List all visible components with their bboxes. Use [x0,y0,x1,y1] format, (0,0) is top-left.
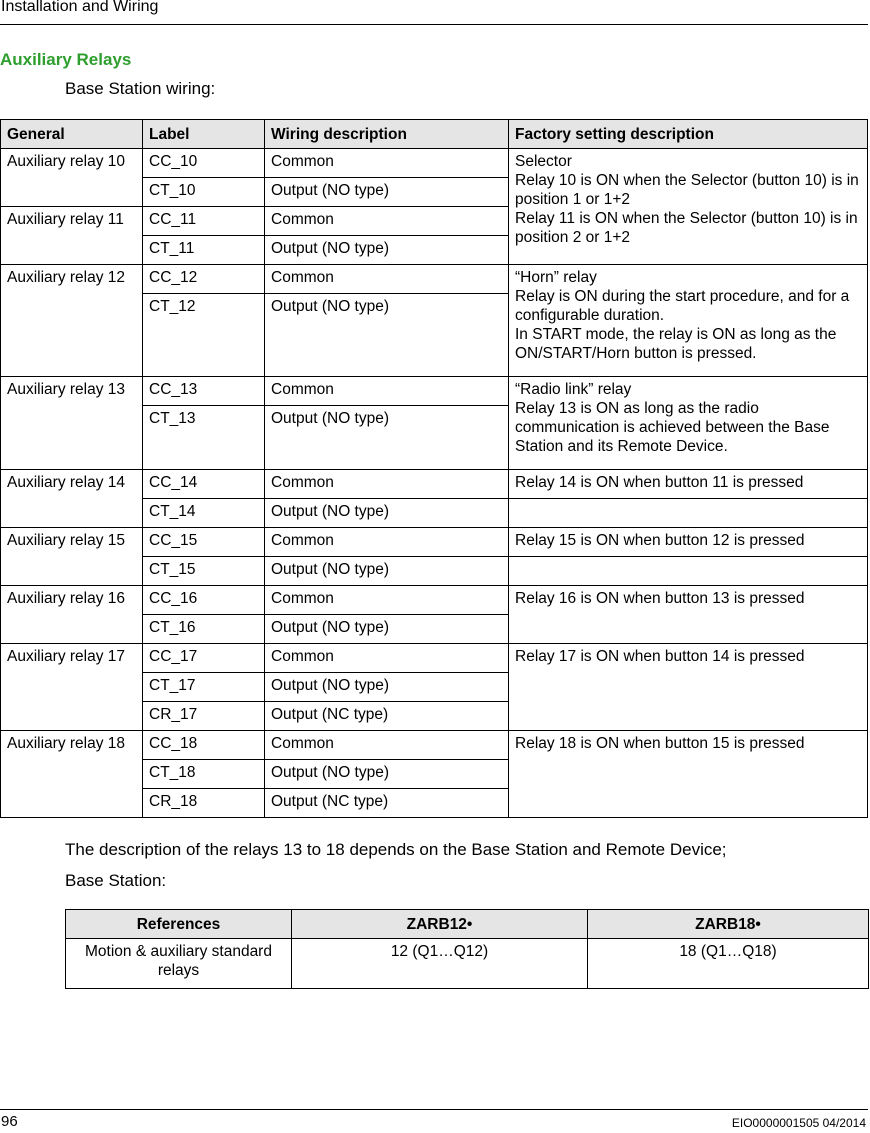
references-table [65,909,869,989]
column-header: General [1,120,143,149]
wiring-cell: Common [265,265,509,294]
label-cell: CC_18 [143,731,265,760]
label-cell: CT_12 [143,294,265,377]
factory-cell-empty [509,499,868,528]
label-cell: CT_18 [143,760,265,789]
label-cell: CT_16 [143,615,265,644]
factory-cell-selector [509,149,868,265]
general-cell: Auxiliary relay 12 [1,265,143,377]
label-cell: CT_15 [143,557,265,586]
factory-text: Relay 10 is ON when the Selector (button 10) is in position 1 or 1+2 [515,172,859,208]
factory-cell: Relay 15 is ON when button 12 is pressed [509,528,868,557]
factory-text: In START mode, the relay is ON as long as the ON/START/Horn button is pressed. [515,326,837,362]
label-cell: CC_12 [143,265,265,294]
relay-wiring-table [0,119,868,818]
base-station-label: Base Station: [65,871,167,890]
label-cell: CC_15 [143,528,265,557]
factory-text: Relay 13 is ON as long as the radio communication is achieved between the Base Station and its Remote Device. [515,400,830,455]
wiring-cell: Common [265,586,509,615]
label-cell: CR_17 [143,702,265,731]
wiring-cell: Output (NO type) [265,615,509,644]
wiring-cell: Common [265,207,509,236]
general-cell: Auxiliary relay 13 [1,377,143,470]
header-divider [0,24,868,25]
relays-description-text: The description of the relays 13 to 18 depends on the Base Station and Remote Device; [65,840,727,859]
wiring-cell: Output (NO type) [265,294,509,377]
table-row [1,644,868,673]
label-cell: CC_13 [143,377,265,406]
wiring-cell: Common [265,644,509,673]
wiring-cell: Output (NC type) [265,789,509,818]
label-cell: CC_17 [143,644,265,673]
table-row [1,731,868,760]
section-intro: Base Station wiring: [65,79,216,98]
wiring-cell: Output (NO type) [265,760,509,789]
label-cell: CT_11 [143,236,265,265]
factory-cell: Relay 16 is ON when button 13 is pressed [509,586,868,644]
wiring-cell: Output (NO type) [265,406,509,470]
wiring-cell: Common [265,731,509,760]
label-cell: CC_10 [143,149,265,178]
page-header-title: Installation and Wiring [1,0,159,15]
wiring-cell: Output (NC type) [265,702,509,731]
document-reference: EIO0000001505 04/2014 [731,1116,866,1130]
section-title: Auxiliary Relays [0,50,132,69]
general-cell: Auxiliary relay 16 [1,586,143,644]
table-row [1,149,868,178]
wiring-cell: Common [265,470,509,499]
factory-text: Relay is ON during the start procedure, and for a configurable duration. [515,288,850,324]
wiring-cell: Output (NO type) [265,178,509,207]
wiring-cell: Common [265,377,509,406]
factory-text: Selector [515,153,572,170]
table-row [1,528,868,557]
factory-cell-radio [509,377,868,470]
general-cell: Auxiliary relay 14 [1,470,143,528]
factory-text: “Radio link” relay [515,381,632,398]
label-cell: CT_10 [143,178,265,207]
label-cell: CC_11 [143,207,265,236]
label-cell: CT_14 [143,499,265,528]
factory-cell: Relay 14 is ON when button 11 is pressed [509,470,868,499]
table-row [1,470,868,499]
page-number: 96 [1,1113,18,1130]
general-cell: Auxiliary relay 18 [1,731,143,818]
factory-cell-horn [509,265,868,377]
factory-text: Relay 11 is ON when the Selector (button 10) is in position 2 or 1+2 [515,210,858,246]
table-row [66,939,869,989]
wiring-cell: Output (NO type) [265,557,509,586]
wiring-cell: Output (NO type) [265,236,509,265]
general-cell: Auxiliary relay 10 [1,149,143,207]
label-cell: CC_14 [143,470,265,499]
column-header: Label [143,120,265,149]
factory-text: “Horn” relay [515,269,597,286]
wiring-cell: Output (NO type) [265,673,509,702]
zarb18-cell: 18 (Q1…Q18) [588,939,869,989]
table-row [1,265,868,294]
zarb12-cell: 12 (Q1…Q12) [292,939,588,989]
table-row [1,586,868,615]
general-cell: Auxiliary relay 17 [1,644,143,731]
label-cell: CC_16 [143,586,265,615]
table-row [1,377,868,406]
wiring-cell: Common [265,149,509,178]
factory-cell: Relay 18 is ON when button 15 is pressed [509,731,868,818]
wiring-cell: Output (NO type) [265,499,509,528]
label-cell: CT_13 [143,406,265,470]
wiring-cell: Common [265,528,509,557]
column-header: ZARB12• [292,910,588,939]
table-header-row [66,910,869,939]
table-header-row [1,120,868,149]
factory-cell-empty [509,557,868,586]
column-header: Factory setting description [509,120,868,149]
column-header: Wiring description [265,120,509,149]
label-cell: CR_18 [143,789,265,818]
general-cell: Auxiliary relay 15 [1,528,143,586]
column-header: ZARB18• [588,910,869,939]
column-header: References [66,910,292,939]
factory-cell: Relay 17 is ON when button 14 is pressed [509,644,868,731]
label-cell: CT_17 [143,673,265,702]
footer-divider [0,1109,868,1110]
reference-cell: Motion & auxiliary standard relays [66,939,292,989]
general-cell: Auxiliary relay 11 [1,207,143,265]
